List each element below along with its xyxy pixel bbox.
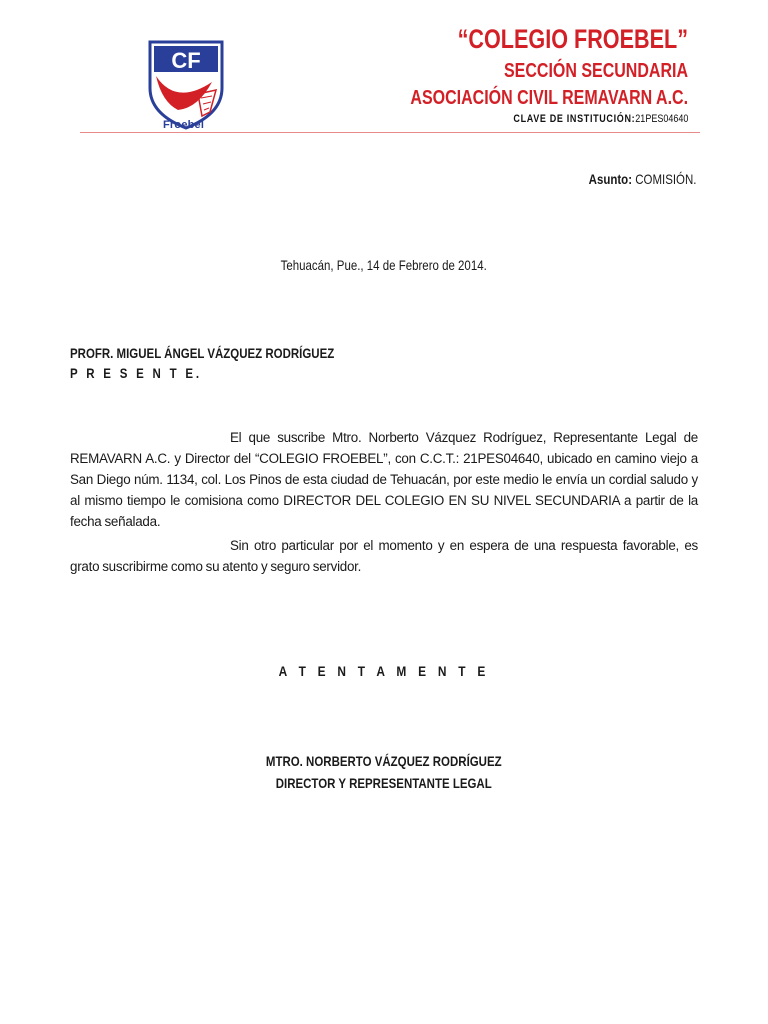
association-title: [341, 87, 688, 110]
section-title: [458, 60, 688, 83]
subject-line: [565, 171, 696, 187]
subject-value: COMISIÓN.: [634, 171, 696, 187]
recipient-name: PROFR. MIGUEL ÁNGEL VÁZQUEZ RODRÍGUEZ: [70, 345, 335, 361]
closing-text: A T E N T A M E N T E: [278, 663, 490, 679]
school-title: [400, 24, 688, 55]
body-paragraph-2: [70, 535, 698, 577]
body-paragraph-1-text: El que suscribe Mtro. Norberto Vázquez Rodríguez, Representante Legal de REMAVARN A.C. y Director del “COLEGIO FROEBEL”, con C.C.T.: 21PES04640, ubicado en camino viejo a San Diego núm. 1134, col. Los Pinos de esta ciudad de Tehuacán, por este medio le envía un cordial saludo y al mismo tiempo le comisiona como DIRECTOR DEL COLEGIO EN SU NIVEL SECUNDARIA a partir de la fecha señalada.: [70, 430, 698, 529]
association-title-text: ASOCIACIÓN CIVIL REMAVARN A.C.: [410, 87, 688, 109]
logo-monogram: CF: [171, 48, 201, 73]
header-divider: [80, 132, 700, 133]
recipient-presente: P R E S E N T E.: [70, 365, 202, 381]
institution-key: [475, 113, 688, 125]
institution-key-label: CLAVE DE INSTITUCIÓN:: [512, 113, 635, 125]
logo-caption: Froebel: [163, 119, 205, 131]
body-paragraph-1: [70, 427, 698, 532]
signature-block: [0, 750, 768, 794]
school-title-text: “COLEGIO FROEBEL”: [457, 24, 688, 54]
signature-role: DIRECTOR Y REPRESENTANTE LEGAL: [275, 775, 493, 791]
closing-atentamente: [0, 663, 768, 679]
institution-key-value: 21PES04640: [634, 113, 688, 125]
signature-name: MTRO. NORBERTO VÁZQUEZ RODRÍGUEZ: [266, 753, 502, 769]
date-text: Tehuacán, Pue., 14 de Febrero de 2014.: [280, 257, 488, 273]
recipient-block: [70, 343, 392, 383]
body-paragraph-2-text: Sin otro particular por el momento y en espera de una respuesta favorable, es grato suscribirme como su atento y seguro servidor.: [70, 538, 698, 574]
section-title-text: SECCIÓN SECUNDARIA: [503, 60, 688, 82]
subject-label: Asunto:: [588, 171, 632, 187]
date-line: [0, 257, 768, 273]
